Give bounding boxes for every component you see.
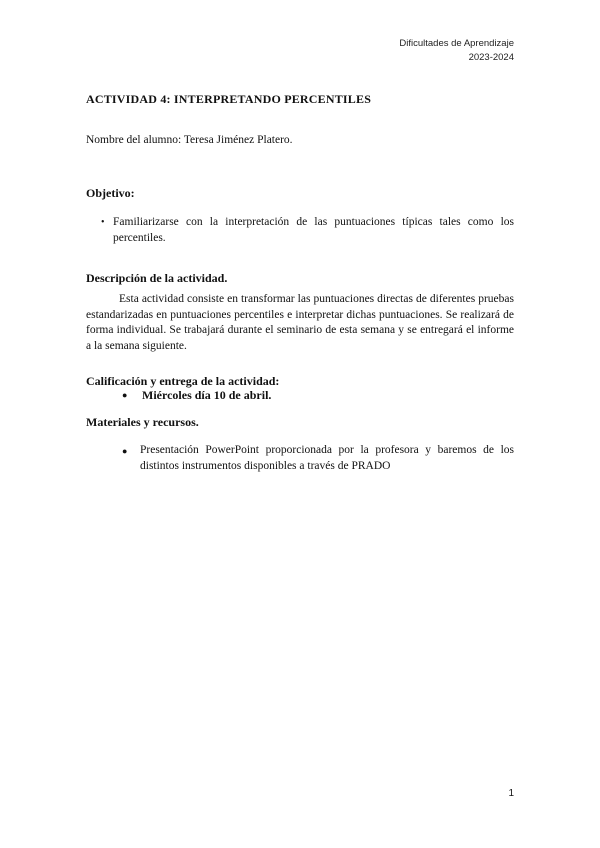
materials-text: Presentación PowerPoint proporcionada por la profesora y baremos de los distintos instrumentos disponibles a través de PRADO [140, 444, 514, 472]
header-course: Dificultades de Aprendizaje [399, 38, 514, 49]
materials-heading: Materiales y recursos. [86, 415, 199, 429]
materials-item [122, 443, 514, 474]
grading-item [122, 388, 271, 403]
page-number: 1 [508, 788, 514, 799]
grading-date: Miércoles día 10 de abril. [142, 388, 272, 402]
objective-item [101, 215, 514, 246]
header-year: 2023-2024 [468, 52, 514, 63]
page-title: ACTIVIDAD 4: INTERPRETANDO PERCENTILES [86, 92, 372, 106]
bullet-icon: ● [122, 390, 128, 400]
grading-heading: Calificación y entrega de la actividad: [86, 374, 280, 388]
bullet-icon: • [101, 217, 105, 228]
description-text: Esta actividad consiste en transformar las puntuaciones directas de diferentes pruebas estandarizadas en puntuaciones percentiles e interpretar dichas puntuaciones. Se realizará de forma individual. Se trabajará durante el seminario de esta semana y se entregará el informe a la semana siguiente. [86, 293, 514, 352]
bullet-icon: ● [122, 446, 128, 456]
description-heading: Descripción de la actividad. [86, 271, 228, 285]
objective-text: Familiarizarse con la interpretación de las puntuaciones típicas tales como los percentiles. [113, 216, 514, 244]
student-name: Nombre del alumno: Teresa Jiménez Platero. [86, 134, 293, 146]
objective-heading: Objetivo: [86, 186, 135, 200]
page-header [399, 37, 514, 65]
